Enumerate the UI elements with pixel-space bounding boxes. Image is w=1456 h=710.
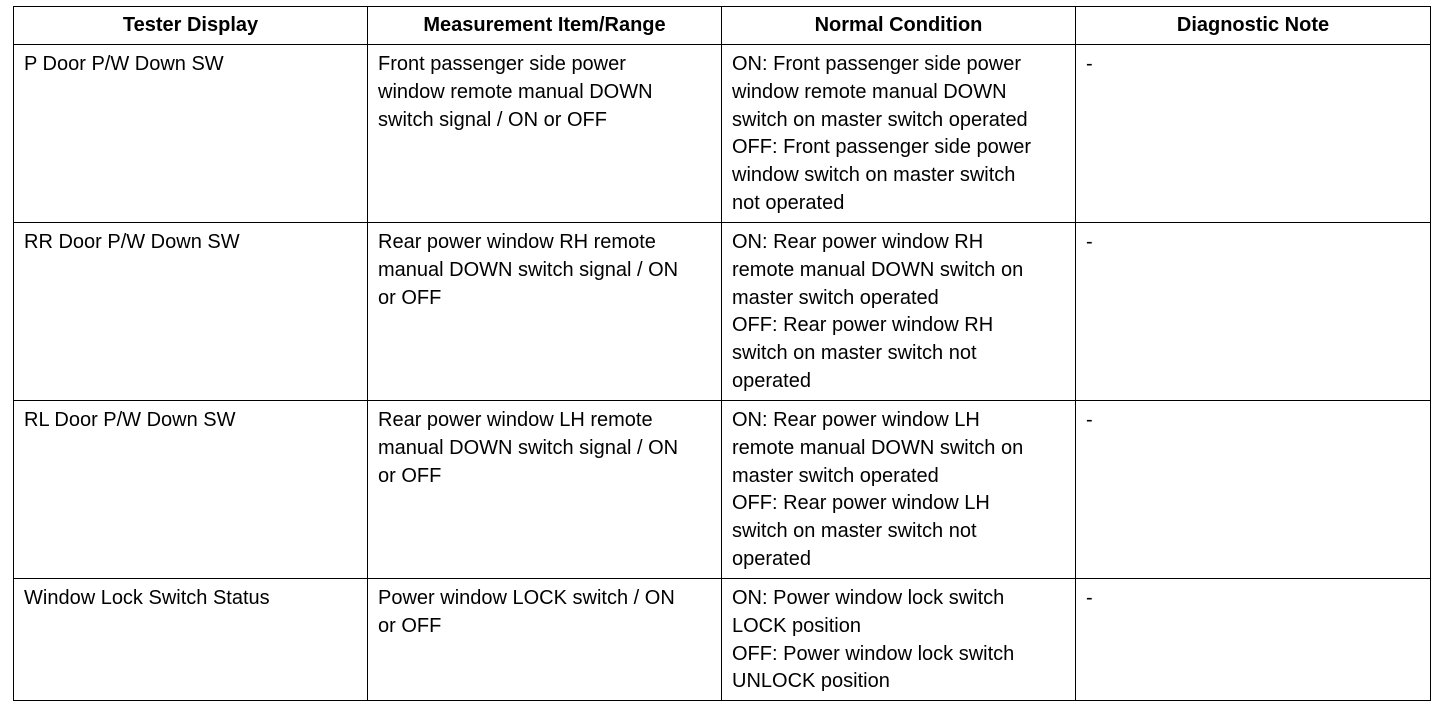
normal-condition-line: OFF: Rear power window LH [732,492,990,515]
diagnostic-note-cell [1076,223,1431,401]
measurement-line: Rear power window LH remote [378,409,653,431]
measurement-line: Front passenger side power [378,53,626,75]
normal-condition-cell [722,579,1076,701]
normal-condition-line: remote manual DOWN switch on [732,436,1024,459]
normal-condition-cell [722,223,1076,401]
table-row [14,401,1431,579]
normal-condition-line: master switch operated [732,464,939,487]
measurement-line: window remote manual DOWN [378,80,653,103]
measurement-line: Rear power window RH remote [378,231,656,253]
normal-condition-line: not operated [732,191,845,214]
measurement-line: manual DOWN switch signal / ON [378,258,679,281]
normal-condition-line: ON: Rear power window RH [732,231,984,253]
measurement-line: Power window LOCK switch / ON [378,587,675,609]
normal-condition-line: remote manual DOWN switch on [732,258,1024,281]
table-row [14,45,1431,223]
table-row [14,223,1431,401]
normal-condition-line: OFF: Front passenger side power [732,136,1032,159]
normal-condition-line: OFF: Rear power window RH [732,314,994,337]
measurement-cell [368,223,722,401]
normal-condition-line: ON: Power window lock switch [732,587,1005,609]
tester-display-cell [14,45,368,223]
normal-condition-cell [722,45,1076,223]
tester-display-text: P Door P/W Down SW [24,53,224,75]
table-body [14,45,1431,701]
normal-condition-line: window remote manual DOWN [732,80,1007,103]
data-list-table [13,6,1431,701]
tester-display-cell [14,223,368,401]
measurement-cell [368,401,722,579]
measurement-cell [368,45,722,223]
measurement-line: switch signal / ON or OFF [378,108,607,131]
normal-condition-line: LOCK position [732,614,861,637]
normal-condition-line: operated [732,369,811,392]
diagnostic-note-text: - [1086,53,1093,75]
normal-condition-line: UNLOCK position [732,670,890,693]
header-normal-condition: Normal Condition [722,7,1076,45]
tester-display-cell [14,401,368,579]
normal-condition-line: master switch operated [732,286,939,309]
measurement-cell [368,579,722,701]
tester-display-cell [14,579,368,701]
measurement-line: or OFF [378,614,442,637]
diagnostic-note-text: - [1086,587,1093,609]
normal-condition-line: switch on master switch not [732,520,977,543]
measurement-line: or OFF [378,286,442,309]
diagnostic-note-cell [1076,579,1431,701]
header-tester-display: Tester Display [14,7,368,45]
header-row [14,7,1431,45]
table-row [14,579,1431,701]
diagnostic-note-cell [1076,45,1431,223]
diagnostic-note-text: - [1086,231,1093,253]
diagnostic-note-text: - [1086,409,1093,431]
table-header [14,7,1431,45]
normal-condition-line: OFF: Power window lock switch [732,642,1015,665]
normal-condition-line: operated [732,547,811,570]
normal-condition-line: ON: Rear power window LH [732,409,980,431]
tester-display-text: Window Lock Switch Status [24,587,270,609]
normal-condition-cell [722,401,1076,579]
normal-condition-line: ON: Front passenger side power [732,53,1022,75]
diagnostic-note-cell [1076,401,1431,579]
tester-display-text: RL Door P/W Down SW [24,409,236,431]
measurement-line: or OFF [378,464,442,487]
header-measurement-item-range: Measurement Item/Range [368,7,722,45]
normal-condition-line: switch on master switch operated [732,108,1028,131]
header-diagnostic-note: Diagnostic Note [1076,7,1431,45]
normal-condition-line: switch on master switch not [732,342,977,365]
measurement-line: manual DOWN switch signal / ON [378,436,679,459]
normal-condition-line: window switch on master switch [732,164,1016,187]
tester-display-text: RR Door P/W Down SW [24,231,240,253]
